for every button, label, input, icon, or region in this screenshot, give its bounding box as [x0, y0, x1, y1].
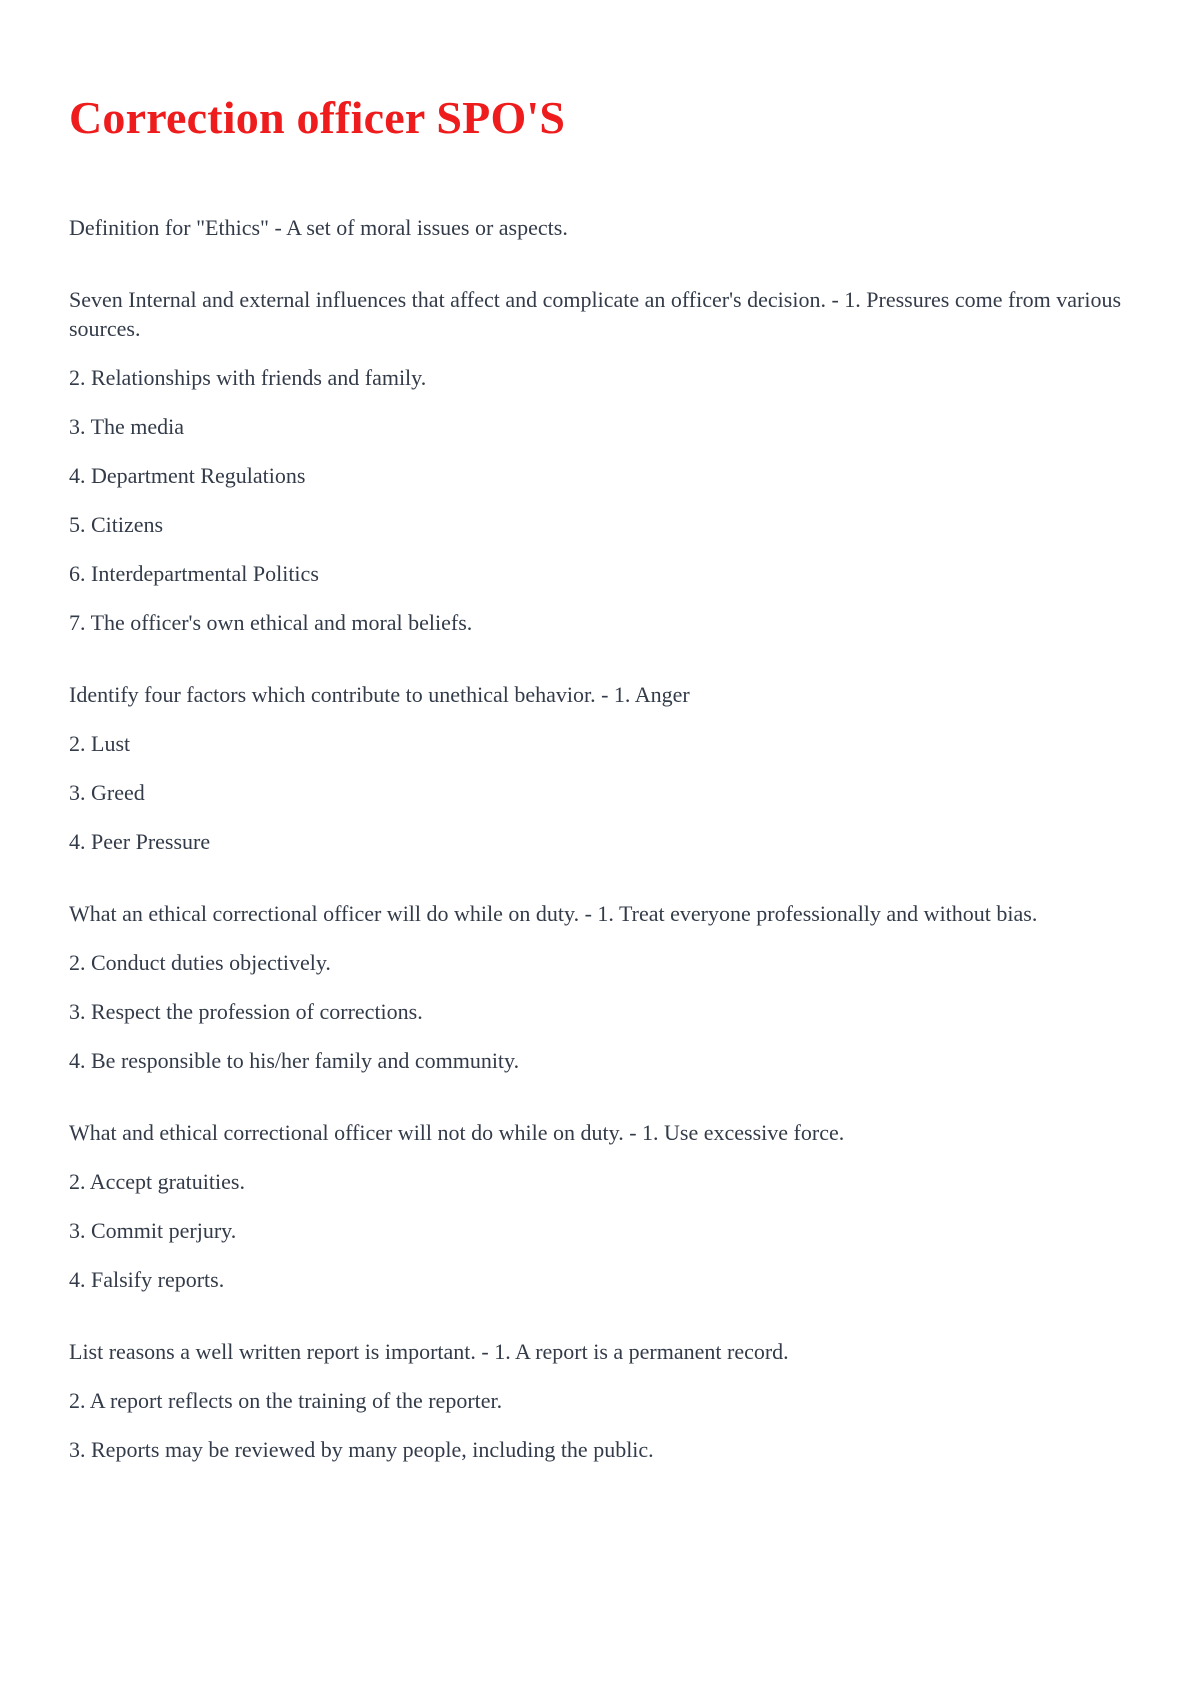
question-text: List reasons a well written report is important. - 1. A report is a permanent record. — [69, 1339, 789, 1364]
list-item: 5. Citizens — [69, 512, 164, 537]
list-item: 3. Reports may be reviewed by many people, including the public. — [69, 1437, 654, 1462]
list-item: 3. Commit perjury. — [69, 1218, 237, 1243]
list-item: 2. Accept gratuities. — [69, 1169, 245, 1194]
question-text: What an ethical correctional officer will do while on duty. - 1. Treat everyone professionally and without bias. — [69, 901, 1038, 926]
qa-section-unethical-factors — [69, 680, 1129, 856]
list-item: 4. Be responsible to his/her family and community. — [69, 1048, 520, 1073]
question-text: Definition for "Ethics" - A set of moral issues or aspects. — [69, 215, 568, 240]
list-item: 3. Respect the profession of corrections. — [69, 999, 423, 1024]
list-item: 4. Department Regulations — [69, 463, 306, 488]
question-text: What and ethical correctional officer will not do while on duty. - 1. Use excessive force. — [69, 1120, 845, 1145]
question-text: Identify four factors which contribute to unethical behavior. - 1. Anger — [69, 682, 690, 707]
page-title: Correction officer SPO'S — [69, 92, 566, 143]
list-item: 2. Relationships with friends and family. — [69, 365, 427, 390]
list-item: 4. Peer Pressure — [69, 829, 211, 854]
list-item: 7. The officer's own ethical and moral beliefs. — [69, 610, 473, 635]
question-text: Seven Internal and external influences that affect and complicate an officer's decision. - 1. Pressures come from various sources. — [69, 287, 1122, 341]
document-page — [69, 0, 1129, 1464]
qa-section-report-importance — [69, 1337, 1129, 1464]
qa-section-influences — [69, 285, 1129, 637]
list-item: 3. Greed — [69, 780, 145, 805]
list-item: 2. Lust — [69, 731, 131, 756]
list-item: 2. Conduct duties objectively. — [69, 950, 331, 975]
list-item: 6. Interdepartmental Politics — [69, 561, 319, 586]
qa-section-ethics-definition — [69, 213, 1129, 242]
list-item: 2. A report reflects on the training of the reporter. — [69, 1388, 503, 1413]
qa-section-will-do — [69, 899, 1129, 1075]
list-item: 4. Falsify reports. — [69, 1267, 225, 1292]
list-item: 3. The media — [69, 414, 185, 439]
qa-section-will-not-do — [69, 1118, 1129, 1294]
